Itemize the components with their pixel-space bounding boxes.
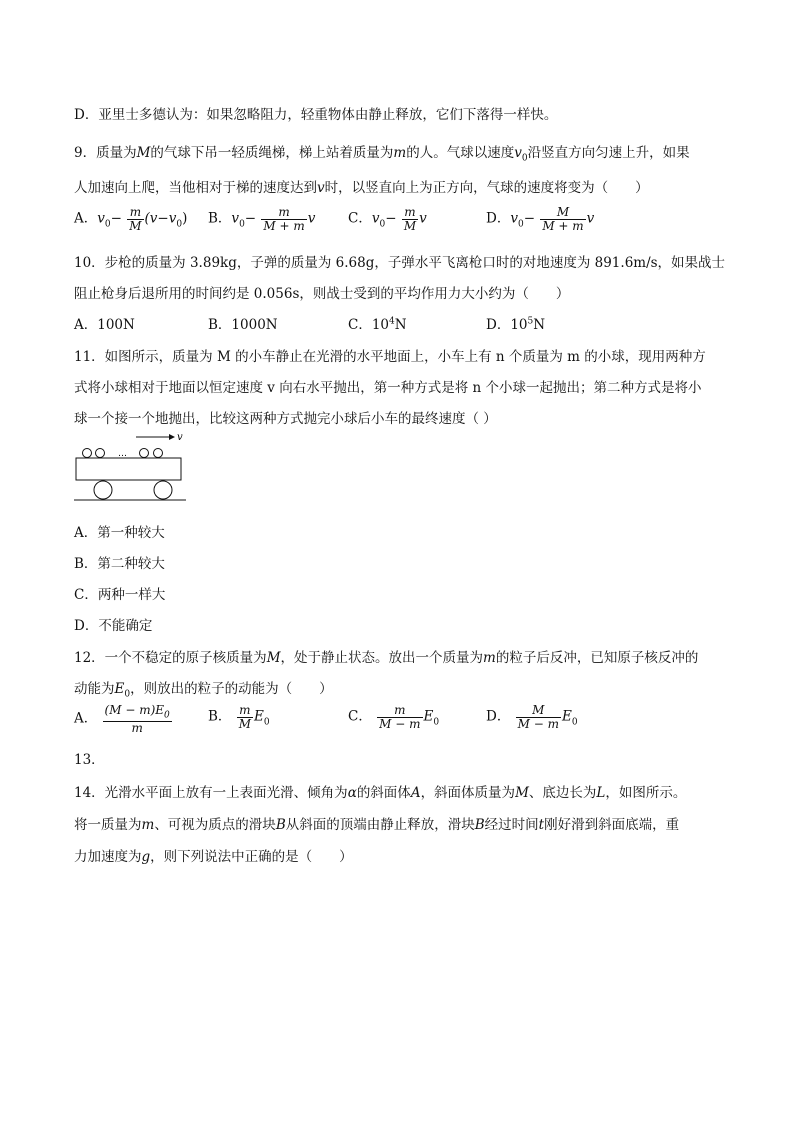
wheel-icon — [94, 481, 112, 499]
ball-icon — [83, 449, 92, 458]
ball-icon — [96, 449, 105, 458]
q9-option-a: A．$v_0-$ $\frac{m}{M}$ $(v-v_0)$ — [74, 205, 188, 233]
q12-option-a: A． $\frac{(M - m)E_0}{m}$ — [74, 703, 170, 735]
velocity-label: v — [177, 432, 183, 443]
ball-icon — [140, 449, 149, 458]
q11-stem-line3: 球一个接一个地抛出，比较这两种方式抛完小球后小车的最终速度（ ） — [74, 411, 497, 427]
ball-icon — [154, 449, 163, 458]
q10-option-a: A．100N — [74, 317, 135, 333]
q10-stem-line1: 10．步枪的质量为 3.89kg，子弹的质量为 6.68g，子弹水平飞离枪口时的对地速度为 891.6m/s，如果战士 — [74, 255, 726, 271]
q11-option-d: D．不能确定 — [74, 618, 153, 634]
q12-option-b: B． $\frac{m}{M}$ $E_0$ — [208, 703, 270, 731]
q11-option-a: A．第一种较大 — [74, 525, 165, 541]
q11-option-b: B．第二种较大 — [74, 556, 165, 572]
q12-stem-line2: 动能为$E_0$，则放出的粒子的动能为（ ） — [74, 681, 333, 700]
q12-option-c: C． $\frac{m}{M - m}$ $E_0$ — [348, 703, 440, 731]
cart-body — [76, 458, 181, 480]
q11-option-c: C．两种一样大 — [74, 587, 166, 603]
q12-option-d: D． $\frac{M}{M - m}$ $E_0$ — [486, 703, 578, 731]
q12-stem-line1: 12．一个不稳定的原子核质量为M，处于静止状态。放出一个质量为m的粒子后反冲，已知原子核反冲的 — [74, 650, 699, 666]
wheel-icon — [154, 481, 172, 499]
q8-option-d: D．亚里士多德认为：如果忽略阻力，轻重物体由静止释放，它们下落得一样快。 — [74, 107, 558, 123]
q10-option-d: D．$10^5N$ — [486, 316, 546, 333]
q9-option-b: B．$v_0-$ $\frac{m}{M + m}$ v — [208, 205, 316, 233]
q9-option-c: C．$v_0-$ $\frac{m}{M}$ v — [348, 205, 427, 233]
q10-option-c: C．$10^4N$ — [348, 316, 407, 333]
q9-stem-line1: 9．质量为M的气球下吊一轻质绳梯，梯上站着质量为m的人。气球以速度$v_0$沿竖直方向匀速上升，如果 — [74, 145, 690, 164]
q14-stem-line3: 力加速度为g，则下列说法中正确的是（ ） — [74, 849, 353, 865]
q11-cart-figure — [74, 428, 194, 504]
q14-stem-line1: 14．光滑水平面上放有一上表面光滑、倾角为α的斜面体A，斜面体质量为M、底边长为L，如图所示。 — [74, 785, 687, 801]
q9-stem-line2: 人加速向上爬，当他相对于梯的速度达到v时，以竖直向上为正方向，气球的速度将变为（ ） — [74, 180, 649, 196]
q11-stem-line2: 式将小球相对于地面以恒定速度 v 向右水平抛出，第一种方式是将 n 个小球一起抛出；第二种方式是将小 — [74, 380, 702, 396]
q10-stem-line2: 阻止枪身后退所用的时间约是 0.056s，则战士受到的平均作用力大小约为（ ） — [74, 286, 570, 302]
q14-stem-line2: 将一质量为m、可视为质点的滑块B从斜面的顶端由静止释放，滑块B经过时间t刚好滑到斜面底端，重 — [74, 817, 680, 833]
balls-ellipsis: … — [118, 449, 127, 459]
q11-stem-line1: 11．如图所示，质量为 M 的小车静止在光滑的水平地面上，小车上有 n 个质量为 m 的小球，现用两种方 — [74, 349, 706, 365]
q10-option-b: B．1000N — [208, 317, 278, 333]
q9-option-d: D．$v_0-$ $\frac{M}{M + m}$ v — [486, 205, 595, 233]
q13-number: 13． — [74, 752, 105, 768]
